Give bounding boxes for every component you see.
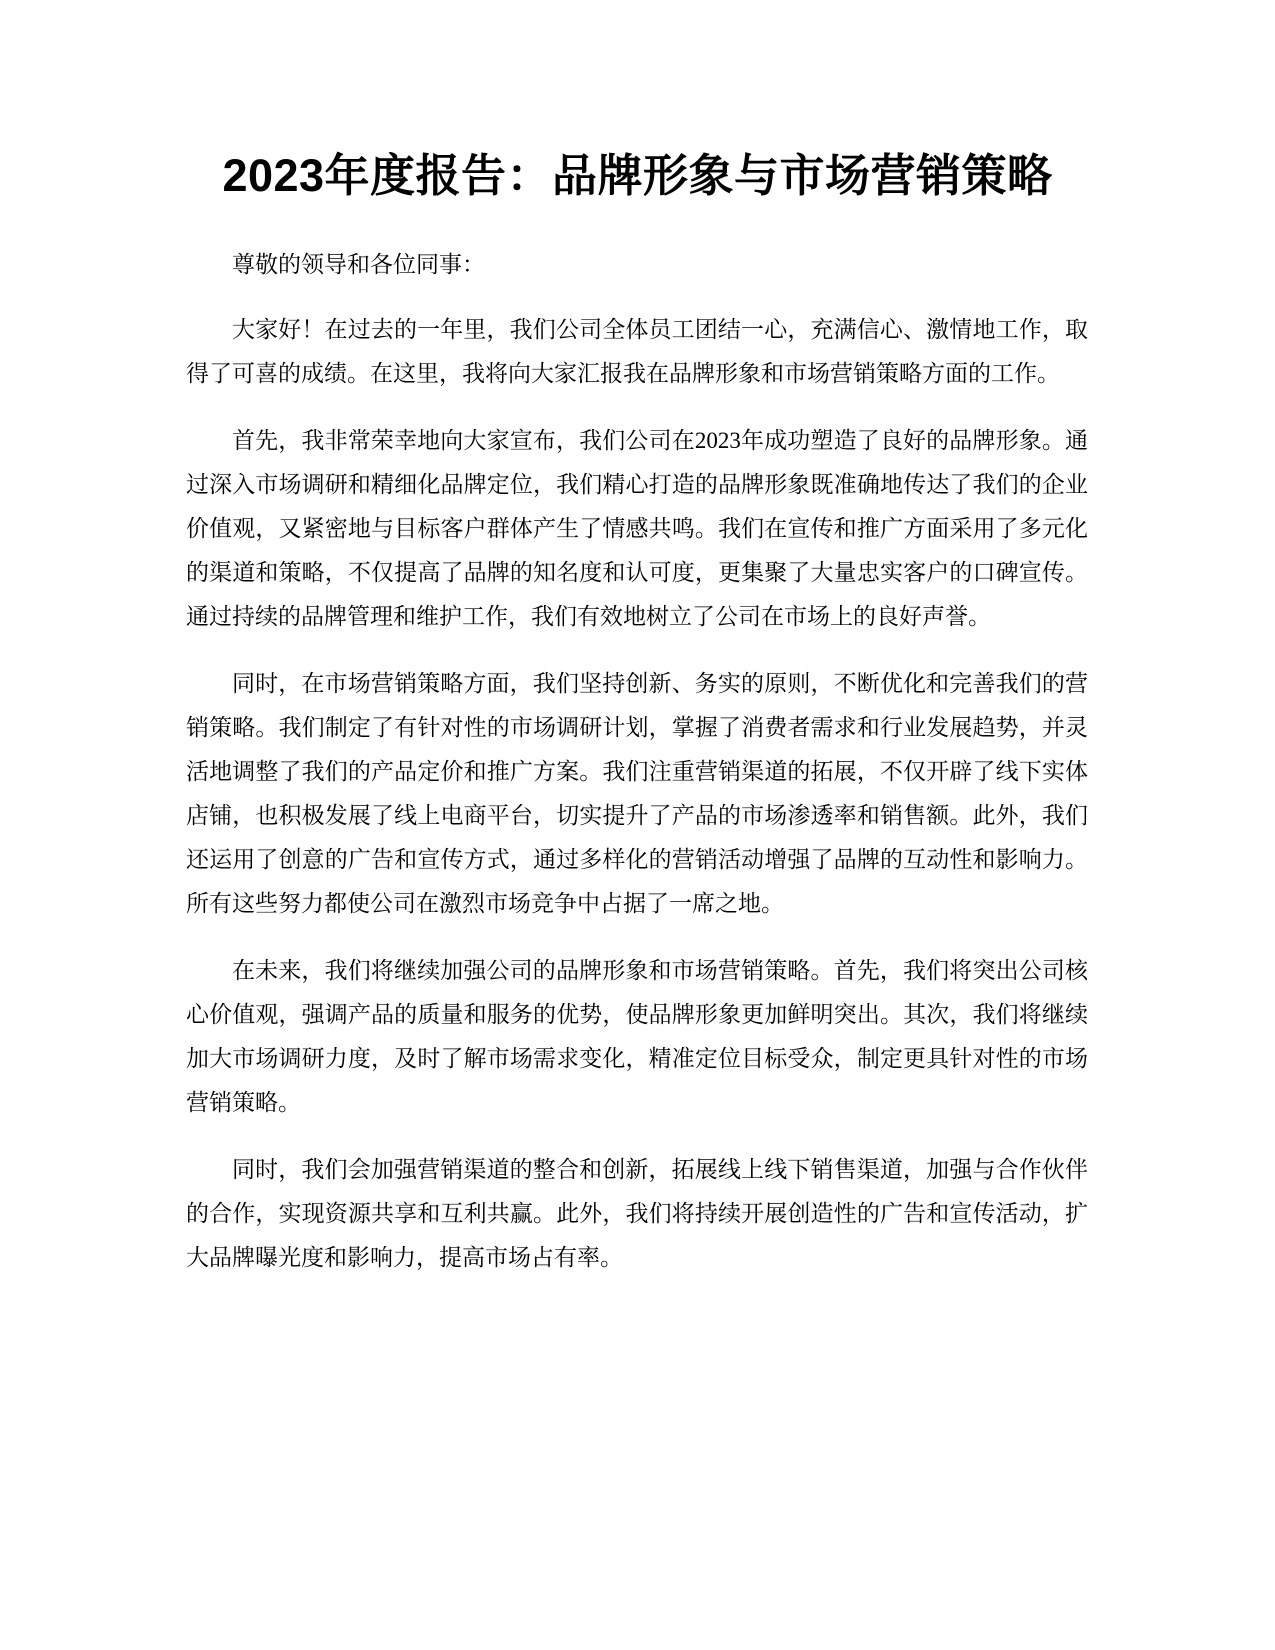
channel-plan-paragraph: 同时，我们会加强营销渠道的整合和创新，拓展线上线下销售渠道，加强与合作伙伴的合作，实现资源共享和互利共赢。此外，我们将持续开展创造性的广告和宣传活动，扩大品牌曝光度和影响力，提高市场占有率。 — [186, 1157, 1088, 1270]
future-plan-paragraph: 在未来，我们将继续加强公司的品牌形象和市场营销策略。首先，我们将突出公司核心价值观，强调产品的质量和服务的优势，使品牌形象更加鲜明突出。其次，我们将继续加大市场调研力度，及时了解市场需求变化，精准定位目标受众，制定更具针对性的市场营销策略。 — [186, 958, 1088, 1115]
salutation-paragraph: 尊敬的领导和各位同事： — [232, 252, 485, 277]
brand-image-paragraph: 首先，我非常荣幸地向大家宣布，我们公司在2023年成功塑造了良好的品牌形象。通过深入市场调研和精细化品牌定位，我们精心打造的品牌形象既准确地传达了我们的企业价值观，又紧密地与目标客户群体产生了情感共鸣。我们在宣传和推广方面采用了多元化的渠道和策略，不仅提高了品牌的知名度和认可度，更集聚了大量忠实客户的口碑宣传。通过持续的品牌管理和维护工作，我们有效地树立了公司在市场上的良好声誉。 — [186, 428, 1088, 629]
document-title: 2023年度报告：品牌形象与市场营销策略 — [222, 150, 1053, 201]
greeting-paragraph: 大家好！在过去的一年里，我们公司全体员工团结一心，充满信心、激情地工作，取得了可喜的成绩。在这里，我将向大家汇报我在品牌形象和市场营销策略方面的工作。 — [186, 317, 1088, 386]
document-body — [186, 243, 1088, 1303]
marketing-strategy-paragraph: 同时，在市场营销策略方面，我们坚持创新、务实的原则，不断优化和完善我们的营销策略。我们制定了有针对性的市场调研计划，掌握了消费者需求和行业发展趋势，并灵活地调整了我们的产品定价和推广方案。我们注重营销渠道的拓展，不仅开辟了线下实体店铺，也积极发展了线上电商平台，切实提升了产品的市场渗透率和销售额。此外，我们还运用了创意的广告和宣传方式，通过多样化的营销活动增强了品牌的互动性和影响力。所有这些努力都使公司在激烈市场竞争中占据了一席之地。 — [186, 671, 1088, 916]
